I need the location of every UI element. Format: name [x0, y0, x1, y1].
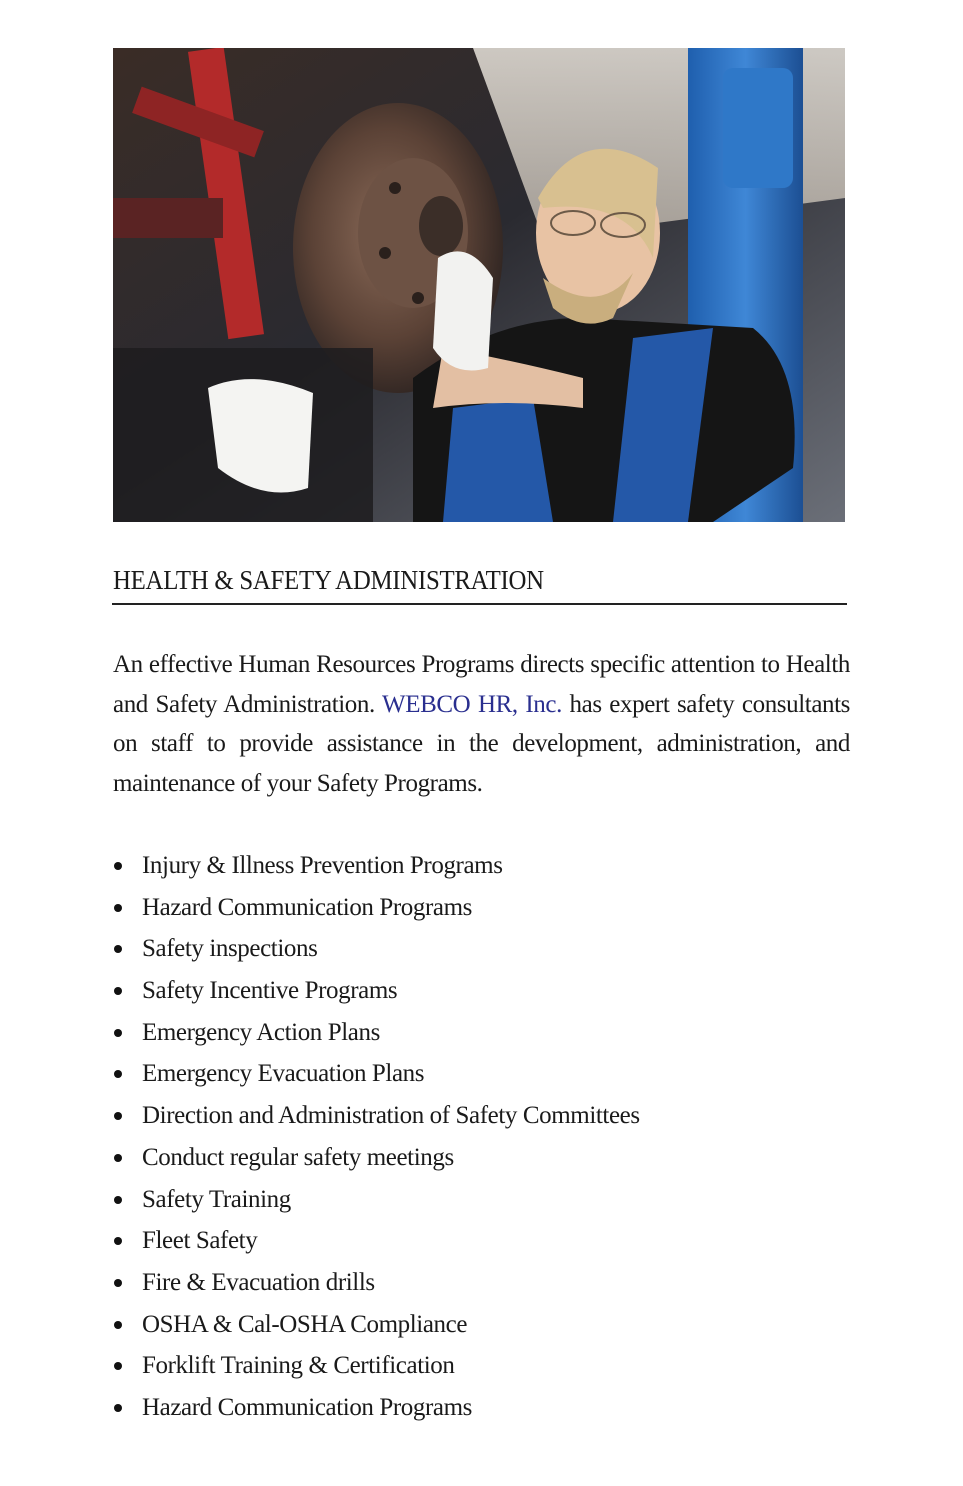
bullet-icon — [114, 1362, 122, 1370]
intro-paragraph — [113, 645, 850, 803]
bullet-icon — [114, 987, 122, 995]
intro-text-part2: has expert safety consultants on staff to provide assistance in the development, administration, and maintenance of your Safety Programs. — [113, 690, 850, 797]
list-item-label: Forklift Training & Certification — [142, 1352, 455, 1380]
list-item-label: Direction and Administration of Safety Committees — [142, 1102, 640, 1130]
list-item-label: Safety inspections — [142, 935, 318, 963]
list-item-label: Safety Incentive Programs — [142, 977, 398, 1005]
list-item — [113, 1220, 640, 1262]
list-item-label: Conduct regular safety meetings — [142, 1143, 454, 1171]
list-item — [113, 1012, 640, 1054]
list-item — [113, 1304, 640, 1346]
list-item — [113, 887, 640, 929]
list-item-label: Fleet Safety — [142, 1227, 258, 1255]
list-item — [113, 970, 640, 1012]
list-item — [113, 1387, 640, 1429]
section-heading: HEALTH & SAFETY ADMINISTRATION — [113, 565, 544, 595]
bullet-icon — [114, 945, 122, 953]
bullet-icon — [114, 1154, 122, 1162]
bullet-icon — [114, 1029, 122, 1037]
bullet-icon — [114, 1112, 122, 1120]
bullet-icon — [114, 1070, 122, 1078]
list-item — [113, 845, 640, 887]
list-item — [113, 1179, 640, 1221]
list-item — [113, 1137, 640, 1179]
list-item — [113, 1095, 640, 1137]
bullet-icon — [114, 1196, 122, 1204]
services-list — [113, 845, 640, 1429]
list-item-label: Hazard Communication Programs — [142, 1393, 472, 1421]
list-item — [113, 928, 640, 970]
bullet-icon — [114, 1321, 122, 1329]
list-item-label: OSHA & Cal-OSHA Compliance — [142, 1310, 468, 1338]
list-item-label: Fire & Evacuation drills — [142, 1268, 375, 1296]
list-item-label: Safety Training — [142, 1185, 291, 1213]
bullet-icon — [114, 1237, 122, 1245]
list-item-label: Injury & Illness Prevention Programs — [142, 852, 503, 879]
list-item — [113, 1345, 640, 1387]
bullet-icon — [114, 1279, 122, 1287]
list-item-label: Hazard Communication Programs — [142, 893, 472, 921]
bullet-icon — [114, 904, 122, 912]
mechanic-photo — [113, 48, 845, 522]
heading-divider — [112, 603, 847, 605]
list-item — [113, 1262, 640, 1304]
bullet-icon — [114, 862, 122, 870]
bullet-icon — [114, 1404, 122, 1412]
intro-text-part1: An effective Human Resources Programs directs specific attention to Health and Safety Administration. — [113, 651, 850, 718]
company-name: WEBCO HR, Inc. — [382, 690, 562, 718]
list-item-label: Emergency Action Plans — [142, 1018, 380, 1046]
list-item — [113, 1053, 640, 1095]
list-item-label: Emergency Evacuation Plans — [142, 1060, 425, 1088]
